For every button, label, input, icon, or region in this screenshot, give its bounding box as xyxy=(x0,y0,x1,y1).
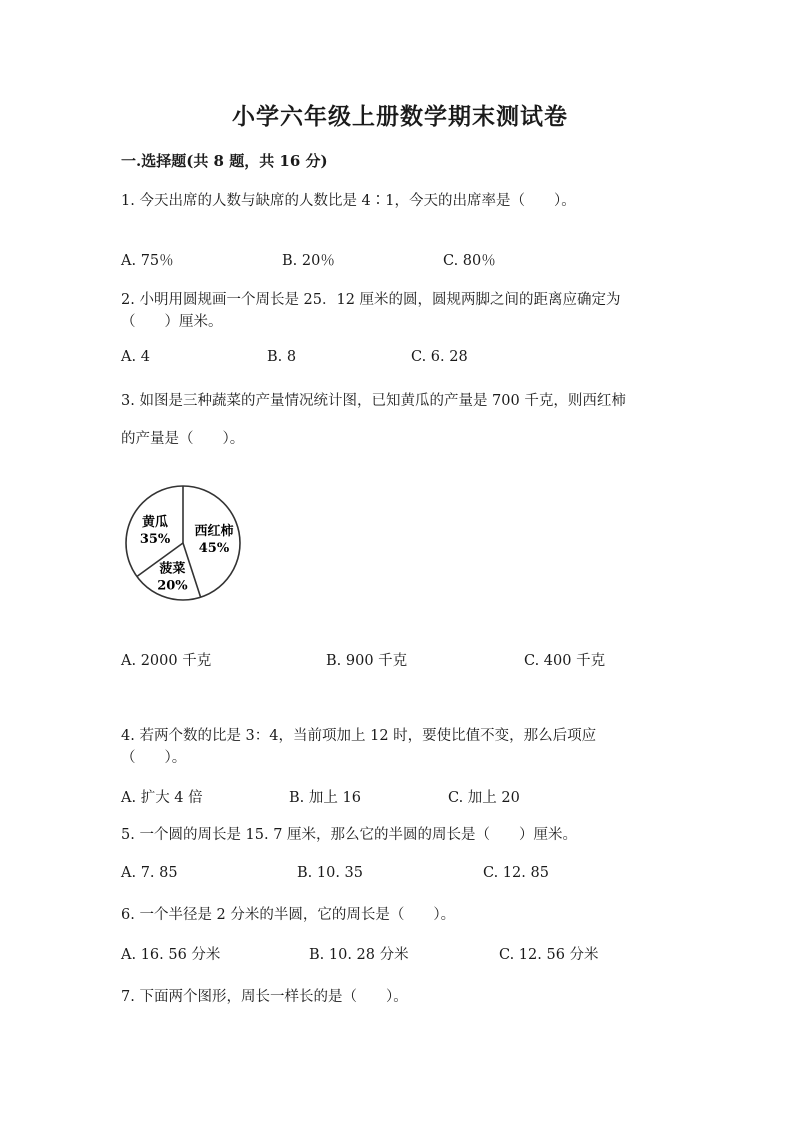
question-2-line-1: 2. 小明用圆规画一个周长是 25．12 厘米的圆，圆规两脚之间的距离应确定为 xyxy=(121,292,621,308)
question-2-line-2: （ ）厘米。 xyxy=(121,314,223,330)
q6-option-a[interactable]: A. 16. 56 分米 xyxy=(121,947,221,963)
q2-option-c[interactable]: C. 6. 28 xyxy=(411,349,468,365)
page-title: 小学六年级上册数学期末测试卷 xyxy=(232,103,568,130)
q1-option-c[interactable]: C. 80％ xyxy=(443,253,496,269)
q3-option-b[interactable]: B. 900 千克 xyxy=(326,653,408,669)
question-4-line-2: （ ）。 xyxy=(121,750,187,766)
q4-option-a[interactable]: A. 扩大 4 倍 xyxy=(121,790,203,806)
question-4-line-1: 4. 若两个数的比是 3：4，当前项加上 12 时，要使比值不变，那么后项应 xyxy=(121,728,597,744)
pie-label-category-3: 黄瓜 xyxy=(142,514,169,530)
pie-label-value-1: 45% xyxy=(198,541,230,557)
q1-option-b[interactable]: B. 20％ xyxy=(282,253,335,269)
q5-option-a[interactable]: A. 7. 85 xyxy=(121,865,178,881)
q4-option-c[interactable]: C. 加上 20 xyxy=(448,790,520,806)
vegetable-pie-chart xyxy=(118,478,248,608)
q5-option-c[interactable]: C. 12. 85 xyxy=(483,865,549,881)
question-5-text: 5. 一个圆的周长是 15. 7 厘米，那么它的半圆的周长是（ ）厘米。 xyxy=(121,827,578,843)
question-1-text: 1. 今天出席的人数与缺席的人数比是 4∶1，今天的出席率是（ ）。 xyxy=(121,193,576,209)
q6-option-c[interactable]: C. 12. 56 分米 xyxy=(499,947,599,963)
q3-option-c[interactable]: C. 400 千克 xyxy=(524,653,606,669)
q2-option-b[interactable]: B. 8 xyxy=(267,349,297,365)
pie-label-category-1: 西红柿 xyxy=(194,524,234,540)
q1-option-a[interactable]: A. 75％ xyxy=(121,253,174,269)
question-3-line-2: 的产量是（ ）。 xyxy=(121,431,245,447)
section-heading: 一.选择题(共 8 题，共 16 分) xyxy=(121,152,328,170)
question-7-text: 7. 下面两个图形，周长一样长的是（ ）。 xyxy=(121,989,408,1005)
q6-option-b[interactable]: B. 10. 28 分米 xyxy=(309,947,409,963)
q2-option-a[interactable]: A. 4 xyxy=(121,349,150,365)
q3-option-a[interactable]: A. 2000 千克 xyxy=(121,653,212,669)
question-3-line-1: 3. 如图是三种蔬菜的产量情况统计图，已知黄瓜的产量是 700 千克，则西红柿 xyxy=(121,393,626,409)
pie-label-category-2: 菠菜 xyxy=(159,561,186,577)
q4-option-b[interactable]: B. 加上 16 xyxy=(289,790,361,806)
pie-label-value-3: 35% xyxy=(139,531,171,547)
q5-option-b[interactable]: B. 10. 35 xyxy=(297,865,363,881)
pie-label-value-2: 20% xyxy=(157,578,188,594)
question-6-text: 6. 一个半径是 2 分米的半圆，它的周长是（ ）。 xyxy=(121,907,456,923)
